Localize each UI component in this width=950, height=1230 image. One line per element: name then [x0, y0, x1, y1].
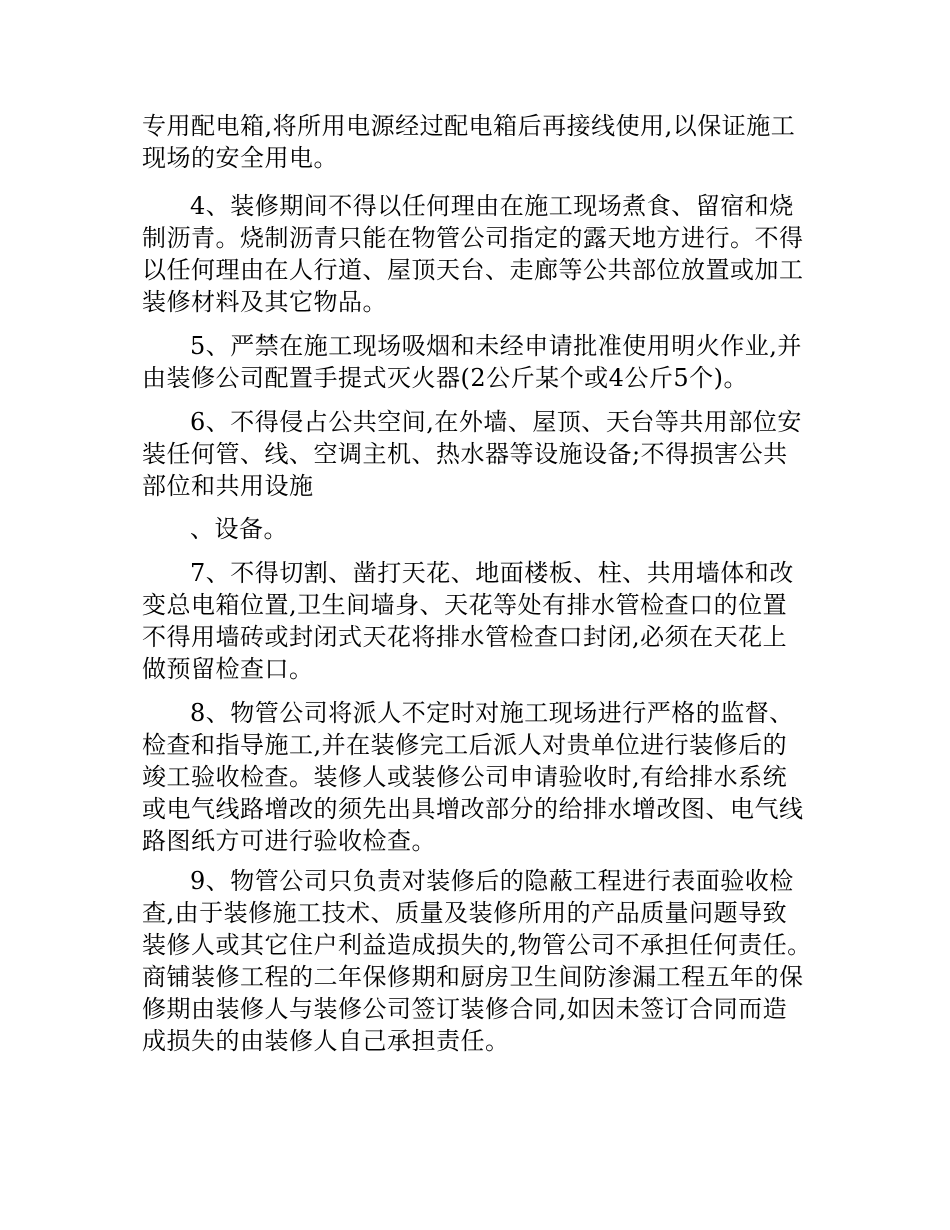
- paragraph-rule-8: [142, 697, 822, 857]
- text-line: 以任何理由在人行道、屋顶天台、走廊等公共部位放置或加工: [142, 256, 804, 284]
- paragraph-rule-5: [142, 330, 822, 394]
- text-line: 成损失的由装修人自己承担责任。: [142, 1027, 510, 1055]
- text-line: 7、不得切割、凿打天花、地面楼板、柱、共用墙体和改: [190, 559, 794, 587]
- text-line: 做预留检查口。: [142, 655, 314, 683]
- paragraph-rule-4: [142, 190, 822, 318]
- text-line: 9、物管公司只负责对装修后的隐蔽工程进行表面验收检: [190, 867, 794, 895]
- paragraph-rule-6: [142, 406, 822, 502]
- text-line: 专用配电箱,将所用电源经过配电箱后再接线使用,以保证施工: [142, 112, 796, 140]
- text-line: 检查和指导施工,并在装修完工后派人对贵单位进行装修后的: [142, 731, 788, 759]
- text-line: 4、装修期间不得以任何理由在施工现场煮食、留宿和烧: [190, 192, 794, 220]
- paragraph-rule-6-fragment: [142, 513, 822, 545]
- text-line: 查,由于装修施工技术、质量及装修所用的产品质量问题导致: [142, 899, 788, 927]
- text-line: 部位和共用设施: [142, 472, 314, 500]
- text-line: 8、物管公司将派人不定时对施工现场进行严格的监督、: [190, 699, 794, 727]
- paragraph-rule-9: [142, 865, 822, 1057]
- text-line: 修期由装修人与装修公司签订装修合同,如因未签订合同而造: [142, 995, 788, 1023]
- text-line: 竣工验收检查。装修人或装修公司申请验收时,有给排水系统: [142, 763, 788, 791]
- text-line: 商铺装修工程的二年保修期和厨房卫生间防渗漏工程五年的保: [142, 963, 804, 991]
- text-line: 、设备。: [190, 515, 288, 543]
- paragraph-power-supply-continuation: [142, 110, 822, 174]
- text-line: 变总电箱位置,卫生间墙身、天花等处有排水管检查口的位置: [142, 591, 788, 619]
- text-line: 装修人或其它住户利益造成损失的,物管公司不承担任何责任。: [142, 931, 812, 959]
- text-line: 由装修公司配置手提式灭火器(2公斤某个或4公斤5个)。: [142, 364, 749, 392]
- text-line: 装修材料及其它物品。: [142, 288, 387, 316]
- text-line: 5、严禁在施工现场吸烟和未经申请批准使用明火作业,并: [190, 332, 802, 360]
- paragraph-rule-7: [142, 557, 822, 685]
- text-line: 现场的安全用电。: [142, 144, 338, 172]
- text-line: 装任何管、线、空调主机、热水器等设施设备;不得损害公共: [142, 440, 788, 468]
- text-line: 6、不得侵占公共空间,在外墙、屋顶、天台等共用部位安: [190, 408, 802, 436]
- text-line: 制沥青。烧制沥青只能在物管公司指定的露天地方进行。不得: [142, 224, 804, 252]
- text-line: 不得用墙砖或封闭式天花将排水管检查口封闭,必须在天花上: [142, 623, 788, 651]
- text-line: 或电气线路增改的须先出具增改部分的给排水增改图、电气线: [142, 795, 804, 823]
- text-line: 路图纸方可进行验收检查。: [142, 827, 436, 855]
